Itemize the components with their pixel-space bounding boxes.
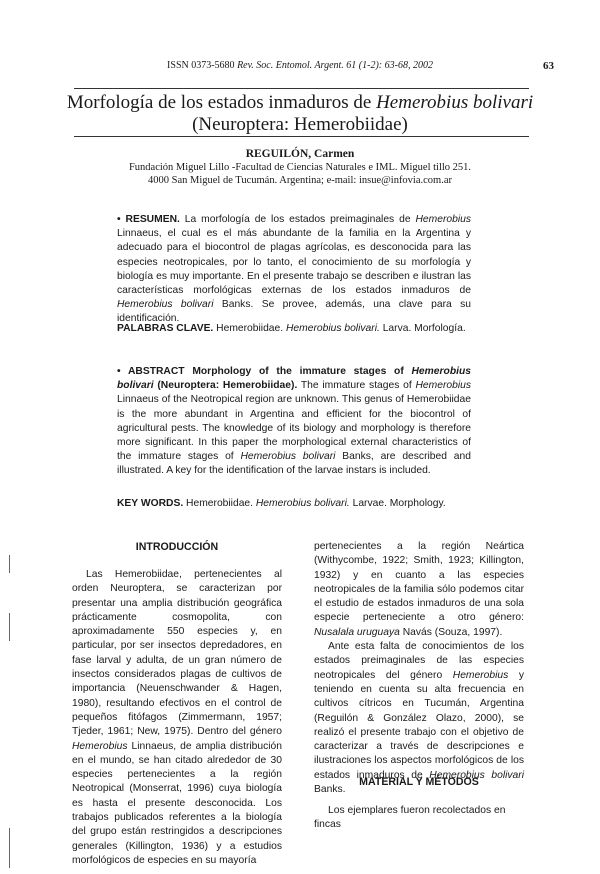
title-species: Hemerobius bolivari (376, 92, 534, 113)
article-title (60, 92, 540, 136)
palabras-clave: PALABRAS CLAVE. Hemerobiidae. Hemerobius bolivari. Larva. Morfología. (117, 323, 466, 334)
material-paragraph: Los ejemplares fueron recolectados en fincas (314, 805, 506, 831)
affiliation-line-1: Fundación Miguel Lillo -Facultad de Ciencias Naturales e IML. Miguel tillo 251. (128, 162, 472, 173)
margin-mark (9, 828, 10, 868)
issn: ISSN 0373-5680 (167, 60, 235, 71)
abstract-label: • ABSTRACT Morphology of the immature stages of Hemerobius bolivari (Neuroptera: Hemerobiidae). (117, 366, 471, 392)
page-number: 63 (543, 60, 554, 72)
right-paragraph-2: Ante esta falta de conocimientos de los estados preimaginales de las especies neotropicales del género Hemerobius y teniendo en cuenta su alta frecuencia en cultivos cítricos en Tucumán, Argentina (Reguilón & González Olazo, 2000), se realizó el presente trabajo con el objetivo de caracterizar a través de descripciones e ilustraciones los aspectos morfológicos de los estados inmaduros de Hemerobius bolivari Banks. (314, 641, 524, 796)
margin-mark (9, 613, 10, 641)
affiliation-line-2: 4000 San Miguel de Tucumán. Argentina; e-mail: insue@infovia.com.ar (147, 175, 452, 186)
abstract-block: • ABSTRACT Morphology of the immature stages of Hemerobius bolivari (Neuroptera: Hemerobiidae). The immature stages of Hemerobius Linnaeus of the Neotropical region are unknown. This genus of Hemerobiidae is the more abundant in Argentina and efficient for the biocontrol of agricultural pests. The knowledge of its biology and morphology is therefore more significant. In this paper the morphological external characteristics of the immature stages of Hemerobius bolivari Banks, are described and illustrated. A key for the identification of the larvae instars is included. (117, 366, 471, 477)
right-paragraph-1: pertenecientes a la región Neártica (Withycombe, 1922; Smith, 1923; Killington, 1932) y en cuanto a las especies neotropicales de la familia sólo podemos citar el estudio de estados inmaduros de una sola especie perteneciente a otro género: Nusalala uruguaya Navás (Souza, 1997). (314, 541, 524, 638)
material-heading: MATERIAL Y MÉTODOS (359, 776, 479, 788)
introduccion-column (72, 568, 282, 868)
title-bottom-rule (74, 136, 529, 137)
material-column (314, 804, 524, 833)
title-line-2: (Neuroptera: Hemerobiidae) (192, 114, 408, 135)
journal-citation (0, 60, 600, 71)
resumen-label: • RESUMEN. (117, 214, 180, 225)
resumen-block: • RESUMEN. La morfología de los estados preimaginales de Hemerobius Linnaeus, el cual es el más abundante de la familia en la Argentina y adecuado para el biocontrol de plagas agrícolas, es desconocida para las especies neotropicales, por lo tanto, el conocimiento de su morfología y biología es muy importante. En el presente trabajo se describen e ilustran las características morfológicas externas de los estados inmaduros de Hemerobius bolivari Banks. Se provee, además, una clave para su identificación. (117, 214, 471, 325)
title-top-rule (74, 88, 529, 89)
author-name: REGUILÓN, Carmen (245, 148, 355, 160)
title-line-1: Morfología de los estados inmaduros de Hemerobius bolivari (66, 92, 534, 113)
palabras-clave-label: PALABRAS CLAVE. (117, 323, 214, 334)
key-words: KEY WORDS. Hemerobiidae. Hemerobius bolivari. Larvae. Morphology. (117, 498, 446, 509)
right-column (314, 540, 524, 797)
key-words-label: KEY WORDS. (117, 498, 184, 509)
introduccion-heading: INTRODUCCIÓN (135, 541, 219, 553)
margin-mark (9, 555, 10, 573)
introduccion-paragraph: Las Hemerobiidae, pertenecientes al orden Neuroptera, se caracterizan por presentar una amplia distribución geográfica prácticamente cosmopolita, con aproximadamente 550 especies y, en particular, por ser insectos depredadores, en fase larval y adulta, de un gran número de insectos considerados plagas de cultivos de importancia (Neuenschwander & Hagen, 1980), resultando efectivos en el control de pequeños fitófagos (Zimmermann, 1957; Tjeder, 1961; New, 1975). Dentro del género Hemerobius Linnaeus, de amplia distribución en el mundo, se han citado alrededor de 30 especies pertenecientes a la región Neotropical (Monserrat, 1996) cuya biología es hasta el presente desconocida. Los trabajos publicados referentes a la biología del grupo están restringidos a descripciones generales (Killington, 1936) y a estudios morfológicos de especies en su mayoría (72, 569, 282, 866)
citation: Rev. Soc. Entomol. Argent. 61 (1-2): 63-68, 2002 (237, 60, 433, 71)
author-affiliation (0, 161, 600, 187)
